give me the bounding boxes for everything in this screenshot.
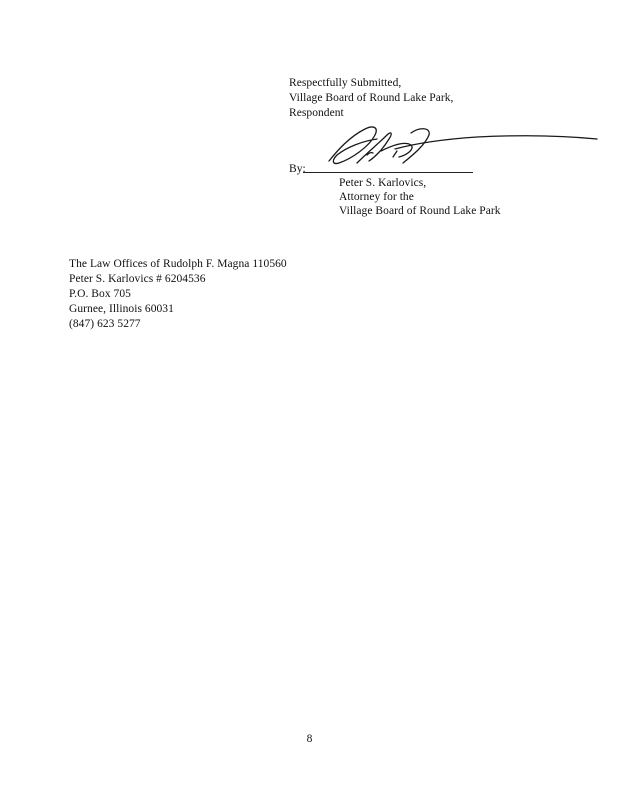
signatory-title-line1: Attorney for the bbox=[339, 191, 414, 203]
by-label: By: bbox=[289, 163, 306, 175]
signatory-title-line2: Village Board of Round Lake Park bbox=[339, 205, 501, 217]
signatory-name: Peter S. Karlovics, bbox=[339, 177, 427, 189]
signature-block bbox=[289, 76, 609, 226]
page-number: 8 bbox=[306, 733, 313, 745]
signature-line bbox=[303, 172, 473, 173]
po-box: P.O. Box 705 bbox=[69, 288, 131, 300]
phone-line: (847) 623 5277 bbox=[69, 318, 141, 330]
attorney-line: Peter S. Karlovics # 6204536 bbox=[69, 273, 206, 285]
firm-name: The Law Offices of Rudolph F. Magna 110560 bbox=[69, 258, 287, 270]
closing-line-respectfully: Respectfully Submitted, bbox=[289, 77, 402, 89]
city-line: Gurnee, Illinois 60031 bbox=[69, 303, 174, 315]
closing-line-respondent: Respondent bbox=[289, 107, 344, 119]
closing-line-board: Village Board of Round Lake Park, bbox=[289, 92, 454, 104]
handwritten-signature bbox=[307, 123, 607, 165]
